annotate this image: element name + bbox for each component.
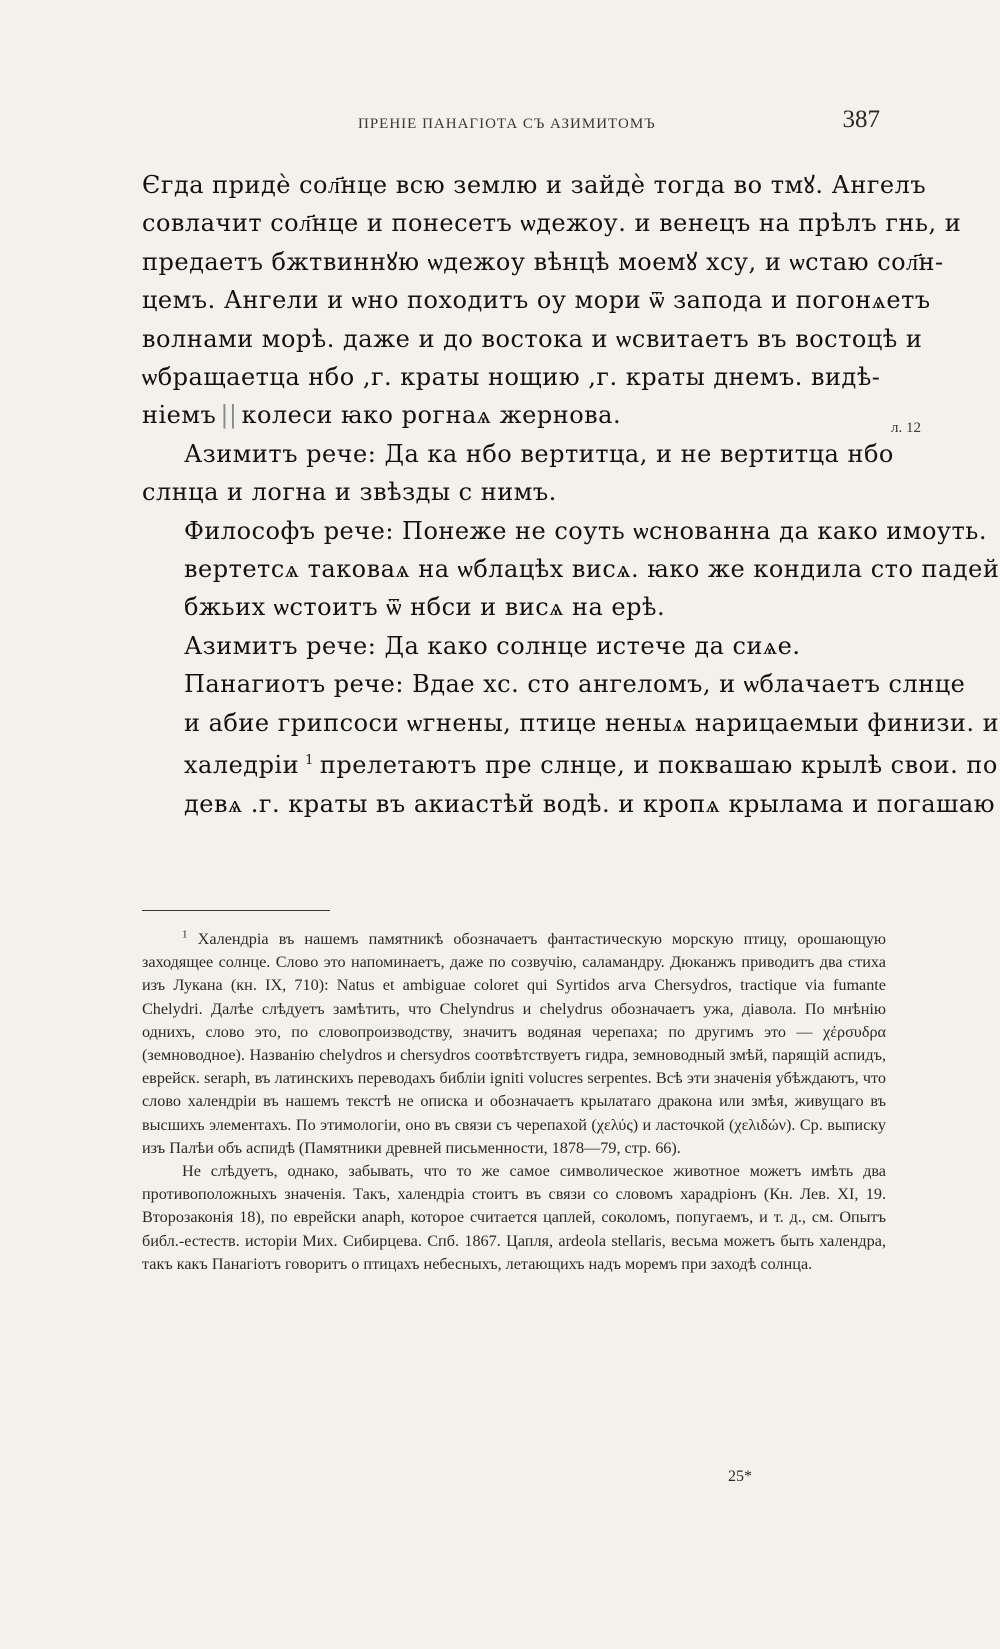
text-line: предаетъ бжтвиннꙋю ѡдежоу вѣнцѣ моемꙋ хсу, и ѡстаю сол҃н- xyxy=(142,247,944,276)
text-line: Панагиотъ рече: Вдае хс. сто ангеломъ, и ѡблачаетъ слнце xyxy=(184,670,966,699)
text-line: бжьих ѡстоитъ ѿ нбси и висѧ на ерѣ. xyxy=(184,593,666,622)
text-line: Єгда придѐ сол҃нце всю землю и зайдѐ тогда во тмꙋ. Ангелъ xyxy=(142,171,927,199)
page-number: 387 xyxy=(842,106,880,133)
text-line: вертетсѧ таковаѧ на ѡблацѣх висѧ. ꙗко же кондила сто падей xyxy=(184,555,1000,584)
footnote-text: Халендріа въ нашемъ памятникѣ обозначаетъ фантастическую морскую птицу, орошающую заходящее солнце. Слово это напоминаетъ, даже по созвучію, саламандру. Дюканжъ приводитъ два стиха изъ Лукана (кн. IX, 710): Natus et ambiguae coloret qui Syrtidos arva Chersydros, tractique via fumante Chelydri. Далѣе слѣдуетъ замѣтить, что Chelyndrus и chelydrus обозначаетъ ужа, діавола. По мнѣнію однихъ, слово это, по словопроизводству, значитъ водяная черепаха; по другимъ это — χέρσυδρα (земноводное). Названію chelydros и chersydros соотвѣтствуетъ гидра, земноводный змѣй, парящій аспидъ, еврейск. seraph, въ латинскихъ переводахъ библіи igniti volucres serpentes. Всѣ эти значенія убѣждаютъ, что слово халендріи въ нашемъ текстѣ не описка и обозначаетъ крылатаго дракона или змѣя, живущаго въ высшихъ элементахъ. По этимологіи, оно въ связи съ черепахой (χελύς) и ласточкой (χελιδών). Ср. выписку изъ Палѣи объ аспидѣ (Памятники древней письменности, 1878—79, стр. 66). xyxy=(142,930,886,1157)
text-line: волнами морѣ. даже и до востока и ѡсвитаетъ въ востоцѣ и xyxy=(142,324,923,353)
text-line: Азимитъ рече: Да ка нбо вертитца, и не вертитца нбо xyxy=(184,439,894,468)
slavonic-paragraph-5 xyxy=(142,665,1000,823)
text-line: и абие грипсоси ѡгнены, птице неныѧ нарицаемыи финизи. и xyxy=(184,708,1000,737)
slavonic-paragraph-3 xyxy=(142,512,1000,627)
text-line: девѧ .г. краты въ акиастѣй водѣ. и кропѧ крылама и погашаю xyxy=(184,789,996,818)
footnote-marker: 1 xyxy=(182,928,188,941)
text-fragment: прелетаютъ пре слнце, и поквашаю крылѣ свои. по xyxy=(319,751,998,780)
text-line: Азимитъ рече: Да како солнце истече да сиѧе. xyxy=(184,631,801,660)
text-line: цемъ. Ангели и ѡно походитъ оу мори ѿ запода и погонѧетъ xyxy=(142,286,931,315)
text-line: слнца и логна и звѣзды с нимъ. xyxy=(142,478,557,507)
text-line: Философъ рече: Понеже не соуть ѡснованна да како имоуть. xyxy=(184,516,987,545)
text-line: совлачит сол҃нце и понесетъ ѡдежоу. и венецъ на прѣлъ гнь, и xyxy=(142,209,962,238)
footnote-divider xyxy=(142,910,330,911)
margin-folio-note: л. 12 xyxy=(891,420,921,436)
text-fragment: колеси ꙗко рогнаѧ жернова. xyxy=(241,401,622,430)
signature-mark: 25* xyxy=(728,1468,752,1485)
text-line xyxy=(142,742,998,784)
footnote-ref[interactable]: 1 xyxy=(305,753,314,769)
text-line: ѡбращаетца нбо ,г. краты нощию ,г. краты днемъ. видѣ- xyxy=(142,363,881,392)
leaf-break-mark: || xyxy=(220,401,238,430)
footnote-paragraph-2: Не слѣдуетъ, однако, забывать, что то же самое символическое животное можетъ имѣть два противоположныхъ значенія. Такъ, халендріа стоитъ въ связи со словомъ харадріонъ (Кн. Лев. XI, 19. Второзаконія 18), по еврейски anaph, которое считается цаплей, соколомъ, попугаемъ, и т. д., см. Опытъ библ.-естеств. исторіи Мих. Сибирцева. Спб. 1867. Цапля, ardeola stellaris, весьма можетъ быть халендра, такъ какъ Панагіотъ говоритъ о птицахъ небесныхъ, летающихъ надъ моремъ при заходѣ солнца. xyxy=(142,1162,886,1273)
footnotes xyxy=(142,928,886,1276)
footnote-paragraph-1 xyxy=(142,928,886,1160)
text-line xyxy=(142,396,886,434)
slavonic-paragraph-4 xyxy=(142,627,886,665)
text-fragment: ніемъ xyxy=(142,401,217,430)
text-fragment: халедріи xyxy=(184,751,300,780)
page-header xyxy=(140,106,880,146)
running-title: ПРЕНІЕ ПАНАГІОТА СЪ АЗИМИТОМЪ xyxy=(358,116,656,132)
slavonic-paragraph-2 xyxy=(142,435,894,512)
